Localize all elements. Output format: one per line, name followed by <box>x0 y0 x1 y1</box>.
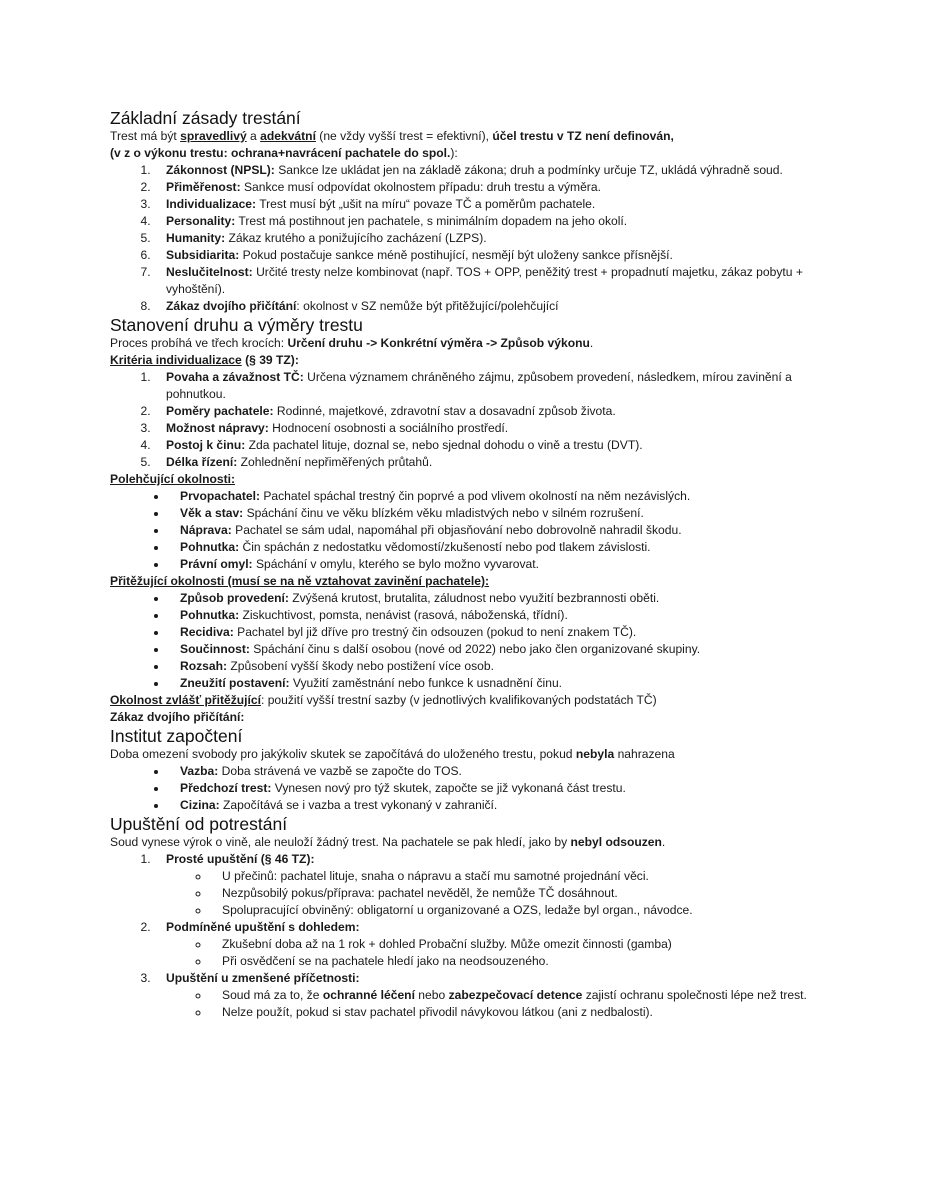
intro-paragraph <box>110 128 830 162</box>
list-item: • Recidiva: Pachatel byl již dříve pro trestný čin odsouzen (pokud to není znakem TČ). <box>168 624 830 641</box>
intro-text: ): <box>450 146 458 160</box>
list-item: • Způsob provedení: Zvýšená krutost, brutalita, záludnost nebo využití bezbrannosti oběti. <box>168 590 830 607</box>
list-item: • Předchozí trest: Vynesen nový pro týž skutek, započte se již vykonaná část trestu. <box>168 780 830 797</box>
subheading-pritezujici: Přitěžující okolnosti (musí se na ně vztahovat zavinění pachatele): <box>110 574 490 588</box>
list-item: 1. Povaha a závažnost TČ: Určena významem chráněného zájmu, způsobem provedení, následkem, mírou zavinění a pohnutkou. <box>154 369 830 403</box>
intro-emphasis: spravedlivý <box>180 129 247 143</box>
list-item: 3. Upuštění u zmenšené příčetnosti: ◦ Soud má za to, že ochranné léčení nebo zabezpečovací detence zajistí ochranu společnosti lépe než trest. ◦ Nelze použít, pokud si stav pachatel přivodil návykovou látkou (ani z nedbalosti). <box>154 970 830 1021</box>
subheading-polehcujici: Polehčující okolnosti: <box>110 472 235 486</box>
sub-list <box>166 987 830 1021</box>
heading-upusteni: Upuštění od potrestání <box>110 814 288 834</box>
list-item: • Vazba: Doba strávená ve vazbě se započte do TOS. <box>168 763 830 780</box>
mitigating-list <box>110 488 830 573</box>
intro-emphasis: adekvátní <box>260 129 316 143</box>
list-item: • Cizina: Započítává se i vazba a trest vykonaný v zahraničí. <box>168 797 830 814</box>
sub-list-item: ◦ Spolupracující obviněný: obligatorní u organizované a OZS, ledaže byl organ., návodce. <box>210 902 830 919</box>
sub-list-item: ◦ Při osvědčení se na pachatele hledí jako na neodsouzeného. <box>210 953 830 970</box>
list-item: • Součinnost: Spáchání činu s další osobou (nové od 2022) nebo jako člen organizované skupiny. <box>168 641 830 658</box>
subheading-kriteria: Kritéria individualizace (§ 39 TZ): <box>110 353 299 367</box>
intro-paragraph: Proces probíhá ve třech krocích: Určení druhu -> Konkrétní výměra -> Způsob výkonu. <box>110 336 594 350</box>
list-item: 6. Subsidiarita: Pokud postačuje sankce méně postihující, nesmějí být uloženy sankce přísnější. <box>154 247 830 264</box>
list-item: 2. Přiměřenost: Sankce musí odpovídat okolnostem případu: druh trestu a výměra. <box>154 179 830 196</box>
intro-text: (ne vždy vyšší trest = efektivní), <box>315 129 493 143</box>
intro-paragraph: Soud vynese výrok o vině, ale neuloží žádný trest. Na pachatele se pak hledí, jako by nebyl odsouzen. <box>110 835 666 849</box>
sub-list-item: ◦ Nezpůsobilý pokus/příprava: pachatel nevěděl, že nemůže TČ dosáhnout. <box>210 885 830 902</box>
list-item: 1. Zákonnost (NPSL): Sankce lze ukládat jen na základě zákona; druh a podmínky určuje TZ, ukládá výhradně soud. <box>154 162 830 179</box>
list-item: 2. Podmíněné upuštění s dohledem: ◦ Zkušební doba až na 1 rok + dohled Probační služby. Může omezit činnosti (gamba) ◦ Při osvědčení se na pachatele hledí jako na neodsouzeného. <box>154 919 830 970</box>
list-item: 5. Humanity: Zákaz krutého a ponižujícího zacházení (LZPS). <box>154 230 830 247</box>
list-item: • Věk a stav: Spáchání činu ve věku blízkém věku mladistvých nebo v silném rozrušení. <box>168 505 830 522</box>
intro-bold: (v z o výkonu trestu: ochrana+navrácení pachatele do spol. <box>110 146 451 160</box>
list-item: 3. Možnost nápravy: Hodnocení osobnosti a sociálního prostředí. <box>154 420 830 437</box>
sub-list-item: ◦ U přečinů: pachatel lituje, snaha o nápravu a stačí mu samotné projednání věci. <box>210 868 830 885</box>
zakaz-dvojiho-label: Zákaz dvojího přičítání: <box>110 710 245 724</box>
list-item: 1. Prosté upuštění (§ 46 TZ): ◦ U přečinů: pachatel lituje, snaha o nápravu a stačí mu samotné projednání věci. ◦ Nezpůsobilý pokus/příprava: pachatel nevěděl, že nemůže TČ dosáhnout. ◦ Spolupracující obviněný: obligatorní u organizované a OZS, ledaže byl organ., návodce. <box>154 851 830 919</box>
intro-bold: účel trestu v TZ není definován, <box>492 129 674 143</box>
document-page <box>110 108 830 1021</box>
list-item: • Zneužití postavení: Využití zaměstnání nebo funkce k usnadnění činu. <box>168 675 830 692</box>
sub-list <box>166 936 830 970</box>
list-item: 7. Neslučitelnost: Určité tresty nelze kombinovat (např. TOS + OPP, peněžitý trest + propadnutí majetku, zákaz pobytu + vyhoštění). <box>154 264 830 298</box>
list-item: • Pohnutka: Čin spáchán z nedostatku vědomostí/zkušeností nebo pod tlakem závislosti. <box>168 539 830 556</box>
intro-paragraph: Doba omezení svobody pro jakýkoliv skutek se započítává do uloženého trestu, pokud nebyla nahrazena <box>110 747 675 761</box>
sub-list <box>166 868 830 919</box>
credit-list <box>110 763 830 814</box>
list-item: • Právní omyl: Spáchání v omylu, kterého se bylo možno vyvarovat. <box>168 556 830 573</box>
list-item: • Pohnutka: Ziskuchtivost, pomsta, nenávist (rasová, náboženská, třídní). <box>168 607 830 624</box>
criteria-list <box>110 369 830 471</box>
list-item: • Prvopachatel: Pachatel spáchal trestný čin poprvé a pod vlivem okolností na něm nezávislých. <box>168 488 830 505</box>
heading-zakladni-zasady: Základní zásady trestání <box>110 108 301 128</box>
list-item: • Náprava: Pachatel se sám udal, napomáhal při objasňování nebo dobrovolně nahradil škodu. <box>168 522 830 539</box>
intro-text: a <box>246 129 261 143</box>
principles-list <box>110 162 830 315</box>
list-item: 5. Délka řízení: Zohlednění nepřiměřených průtahů. <box>154 454 830 471</box>
sub-list-item: ◦ Soud má za to, že ochranné léčení nebo zabezpečovací detence zajistí ochranu společnosti lépe než trest. <box>210 987 830 1004</box>
list-item: 4. Postoj k činu: Zda pachatel lituje, doznal se, nebo sjednal dohodu o vině a trestu (DVT). <box>154 437 830 454</box>
sub-list-item: ◦ Nelze použít, pokud si stav pachatel přivodil návykovou látkou (ani z nedbalosti). <box>210 1004 830 1021</box>
heading-institut-zapocteni: Institut započtení <box>110 726 243 746</box>
aggravating-list <box>110 590 830 692</box>
list-item: 3. Individualizace: Trest musí být „ušit na míru“ povaze TČ a poměrům pachatele. <box>154 196 830 213</box>
list-item: 8. Zákaz dvojího přičítání: okolnost v SZ nemůže být přitěžující/polehčující <box>154 298 830 315</box>
list-item: 4. Personality: Trest má postihnout jen pachatele, s minimálním dopadem na jeho okolí. <box>154 213 830 230</box>
sub-list-item: ◦ Zkušební doba až na 1 rok + dohled Probační služby. Může omezit činnosti (gamba) <box>210 936 830 953</box>
okolnost-zvlast-paragraph: Okolnost zvlášť přitěžující: použití vyšší trestní sazby (v jednotlivých kvalifikovaných podstatách TČ) <box>110 693 657 707</box>
intro-text: Trest má být <box>110 129 181 143</box>
list-item: 2. Poměry pachatele: Rodinné, majetkové, zdravotní stav a dosavadní způsob života. <box>154 403 830 420</box>
waiver-list <box>110 851 830 1021</box>
heading-stanoveni-druhu: Stanovení druhu a výměry trestu <box>110 315 363 335</box>
list-item: • Rozsah: Způsobení vyšší škody nebo postižení více osob. <box>168 658 830 675</box>
